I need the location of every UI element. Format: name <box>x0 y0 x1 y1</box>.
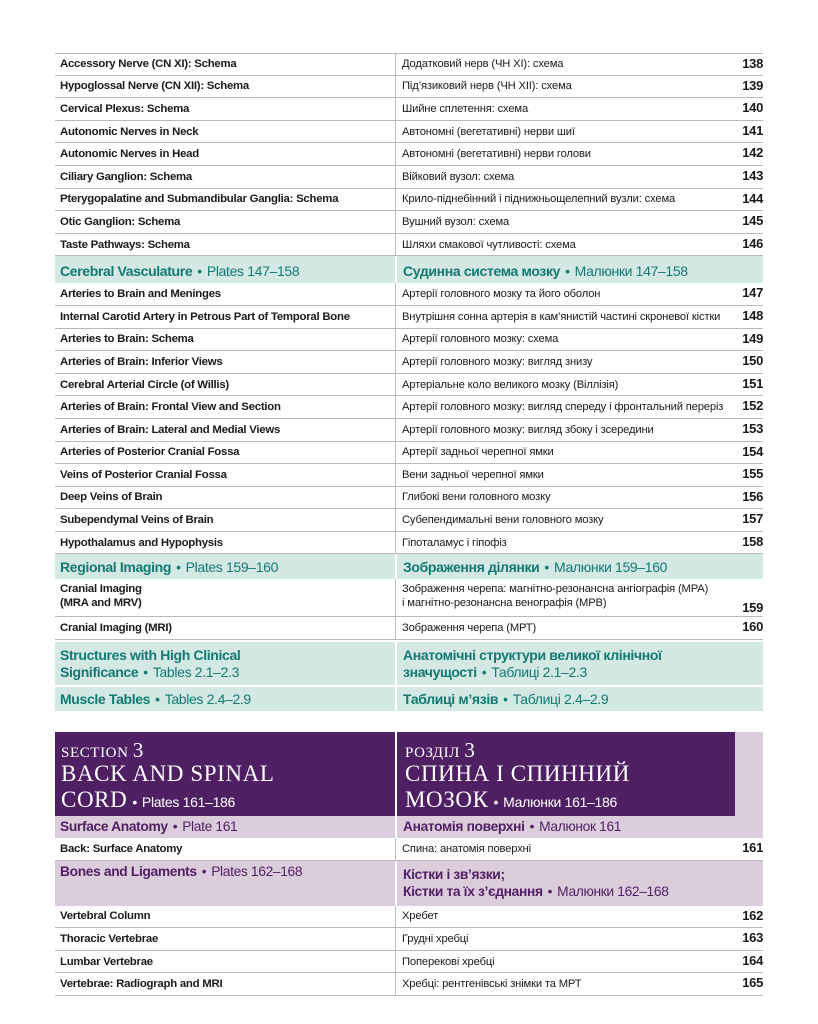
section-title-ua: Судинна система мозку <box>403 262 561 279</box>
toc-row[interactable] <box>55 143 763 166</box>
toc-row[interactable] <box>55 189 763 212</box>
entry-title-ua-cont: і магнітно-резонансна венографія (МРВ) <box>402 597 607 610</box>
section-header-cerebral-vasculature <box>55 256 763 283</box>
entry-title: Autonomic Nerves in Head <box>60 148 199 161</box>
entry-title-ua: Артерії головного мозку: вигляд збоку і зсередини <box>395 419 763 441</box>
entry-title-ua: Артерії задньої черепної ямки <box>395 442 763 464</box>
entry-title-ua: Автономні (вегетативні) нерви шиї <box>395 121 763 143</box>
section-title-ua: Анатомія поверхні <box>403 819 525 834</box>
entry-title: Ciliary Ganglion: Schema <box>60 170 192 183</box>
entry-title-ua: Артеріальне коло великого мозку (Віллізія) <box>395 374 763 396</box>
page-number: 156 <box>742 488 763 504</box>
bullet-dot-icon: • <box>547 884 553 900</box>
page-number: 144 <box>742 190 763 206</box>
section-title: BACK AND SPINAL <box>61 761 275 786</box>
entry-title: Taste Pathways: Schema <box>60 238 190 251</box>
section-title-ua: Зображення ділянки <box>403 558 540 575</box>
entry-title: Autonomic Nerves in Neck <box>60 125 199 138</box>
section-plates: Plates 162–168 <box>211 863 303 879</box>
entry-title: Lumbar Vertebrae <box>60 955 153 968</box>
section-number: 3 <box>132 738 145 762</box>
section-plates: Plates 159–160 <box>185 558 279 575</box>
entry-title: Vertebrae: Radiograph and MRI <box>60 978 223 991</box>
page-number: 151 <box>742 375 763 391</box>
toc-table-cranial <box>55 53 763 711</box>
entry-title: Arteries to Brain and Meninges <box>60 288 221 301</box>
toc-row[interactable] <box>55 166 763 189</box>
page-number: 148 <box>742 307 763 323</box>
page-number: 142 <box>742 145 763 161</box>
toc-row[interactable] <box>55 396 763 419</box>
section-title: Bones and Ligaments <box>60 863 197 879</box>
page-number: 140 <box>742 100 763 116</box>
section-tables-ua: Таблиці 2.4–2.9 <box>512 691 609 708</box>
entry-title-ua: Під’язиковий нерв (ЧН XII): схема <box>395 76 763 98</box>
toc-row[interactable] <box>55 532 763 555</box>
entry-title-ua: Вушний вузол: схема <box>395 211 763 233</box>
entry-title-ua: Артерії головного мозку: вигляд знизу <box>395 351 763 373</box>
entry-title: Arteries of Posterior Cranial Fossa <box>60 446 240 459</box>
section-plates: Plates 161–186 <box>141 794 236 810</box>
entry-title-ua: Додатковий нерв (ЧН XI): схема <box>395 54 763 75</box>
page-number: 162 <box>742 907 763 923</box>
page-number: 165 <box>742 975 763 991</box>
toc-row[interactable] <box>55 234 763 257</box>
section-title: Cerebral Vasculature <box>60 262 193 279</box>
toc-row[interactable] <box>55 617 763 640</box>
toc-row[interactable] <box>55 928 763 951</box>
page-number: 138 <box>742 56 763 71</box>
section-3-banner <box>55 732 763 816</box>
entry-title-ua: Зображення черепа: магнітно-резонансна ангіографія (МРА) <box>402 583 709 596</box>
entry-title: Cranial Imaging (MRI) <box>60 622 172 635</box>
entry-title: Accessory Nerve (CN XI): Schema <box>60 58 237 71</box>
section-plates-ua: Малюнки 161–186 <box>503 794 618 810</box>
section-title-ua-cont: МОЗОК <box>405 787 489 812</box>
section-tables-ua: Таблиці 2.1–2.3 <box>491 663 587 680</box>
toc-row[interactable] <box>55 283 763 306</box>
entry-title: Cervical Plexus: Schema <box>60 102 190 115</box>
section-plates: Plate 161 <box>182 819 238 834</box>
toc-row[interactable] <box>55 351 763 374</box>
section-title-ua: СПИНА І СПИННИЙ <box>405 761 630 786</box>
entry-title-ua: Хребці: рентгенівські знімки та МРТ <box>395 973 763 995</box>
section-title-ua-cont: значущості <box>403 663 477 680</box>
entry-title: Arteries of Brain: Frontal View and Section <box>60 401 281 414</box>
section-title-ua: Таблиці м’язів <box>403 691 499 708</box>
section-header-surface-anatomy <box>55 816 763 838</box>
entry-title-ua: Глибокі вени головного мозку <box>395 487 763 509</box>
section-title-ua-cont: Кістки та їх з’єднання <box>403 884 543 900</box>
page-number: 154 <box>742 443 763 459</box>
entry-title: Back: Surface Anatomy <box>60 842 183 855</box>
section-plates-ua: Малюнки 162–168 <box>557 884 669 900</box>
entry-title-ua: Війковий вузол: схема <box>395 166 763 188</box>
bullet-dot-icon: • <box>172 819 178 834</box>
entry-title: Veins of Posterior Cranial Fossa <box>60 468 227 481</box>
bullet-dot-icon: • <box>143 663 148 680</box>
entry-title-ua: Автономні (вегетативні) нерви голови <box>395 143 763 165</box>
entry-title-ua: Гіпоталамус і гіпофіз <box>395 532 763 554</box>
page-number: 141 <box>742 122 763 138</box>
section-plates-ua: Малюнки 147–158 <box>574 262 688 279</box>
entry-title-ua: Поперекові хребці <box>395 951 763 973</box>
page-number: 139 <box>742 77 763 93</box>
entry-title-cont: (MRA and MRV) <box>60 597 142 610</box>
entry-title: Vertebral Column <box>60 910 151 923</box>
page-number: 150 <box>742 353 763 369</box>
bullet-dot-icon: • <box>155 691 160 708</box>
page-number: 160 <box>742 619 763 635</box>
page-number: 152 <box>742 398 763 414</box>
entry-title-ua: Вени задньої черепної ямки <box>395 464 763 486</box>
section-title-ua: Кістки і зв’язки; <box>403 867 505 883</box>
entry-title: Cerebral Arterial Circle (of Willis) <box>60 378 229 391</box>
bullet-dot-icon: • <box>481 663 487 680</box>
section-3-heading-en <box>55 732 395 816</box>
entry-title-ua: Хребет <box>395 906 763 928</box>
toc-row[interactable] <box>55 306 763 329</box>
toc-table-back <box>55 816 763 996</box>
page-number: 149 <box>742 330 763 346</box>
entry-title-ua: Спина: анатомія поверхні <box>395 838 763 860</box>
section-title: Muscle Tables <box>60 691 151 708</box>
page-number: 153 <box>742 420 763 436</box>
page-number: 143 <box>742 167 763 183</box>
entry-title-ua: Артерії головного мозку: схема <box>395 329 763 351</box>
page-number: 159 <box>742 600 763 616</box>
bullet-dot-icon: • <box>503 691 508 708</box>
toc-row[interactable] <box>55 951 763 974</box>
entry-title-ua: Артерії головного мозку та його оболон <box>395 283 763 305</box>
entry-title: Arteries of Brain: Inferior Views <box>60 355 223 368</box>
toc-row[interactable] <box>55 53 763 76</box>
page-number: 147 <box>742 285 763 301</box>
toc-row[interactable] <box>55 838 763 861</box>
section-header-structures <box>55 642 763 685</box>
section-title-cont: CORD <box>61 787 128 812</box>
entry-title: Deep Veins of Brain <box>60 491 163 504</box>
section-3-heading-ua <box>395 732 735 816</box>
entry-title-ua: Крило-піднебінний і піднижньощелепний вузли: схема <box>395 189 763 211</box>
entry-title: Internal Carotid Artery in Petrous Part of Temporal Bone <box>60 310 350 323</box>
toc-row[interactable] <box>55 76 763 99</box>
banner-tail <box>735 732 763 816</box>
section-header-regional-imaging <box>55 554 763 579</box>
section-label: SECTION <box>61 745 129 761</box>
section-title: Regional Imaging <box>60 558 172 575</box>
entry-title: Arteries to Brain: Schema <box>60 333 194 346</box>
section-plates-ua: Малюнки 159–160 <box>553 558 668 575</box>
entry-title-ua: Шляхи смакової чутливості: схема <box>395 234 763 256</box>
toc-row[interactable] <box>55 121 763 144</box>
page-number: 146 <box>742 235 763 251</box>
toc-row[interactable] <box>55 419 763 442</box>
page-number: 155 <box>742 466 763 482</box>
entry-title-ua: Грудні хребці <box>395 928 763 950</box>
toc-row[interactable] <box>55 98 763 121</box>
entry-title-ua: Артерії головного мозку: вигляд спереду і фронтальний переріз <box>395 396 763 418</box>
bullet-dot-icon: • <box>544 558 549 575</box>
bullet-dot-icon: • <box>132 794 137 810</box>
entry-title-ua: Зображення черепа (МРТ) <box>395 617 763 639</box>
entry-title: Thoracic Vertebrae <box>60 932 159 945</box>
page-number: 145 <box>742 213 763 229</box>
toc-row[interactable] <box>55 973 763 996</box>
section-title: Surface Anatomy <box>60 819 168 834</box>
toc-row[interactable] <box>55 509 763 532</box>
toc-row[interactable] <box>55 906 763 929</box>
bullet-dot-icon: • <box>201 863 207 879</box>
toc-row[interactable] <box>55 579 763 617</box>
section-tables: Tables 2.1–2.3 <box>152 663 240 680</box>
entry-title: Cranial Imaging <box>60 583 142 596</box>
entry-title: Hypothalamus and Hypophysis <box>60 536 223 549</box>
entry-title: Hypoglossal Nerve (CN XII): Schema <box>60 80 249 93</box>
entry-title-ua: Внутрішня сонна артерія в кам’янистій частині скроневої кістки <box>395 306 763 328</box>
section-header-bones-ligaments <box>55 861 763 906</box>
page-number: 161 <box>742 840 763 855</box>
bullet-dot-icon: • <box>565 262 570 279</box>
bullet-dot-icon: • <box>529 819 535 834</box>
toc-row[interactable] <box>55 464 763 487</box>
toc-row[interactable] <box>55 487 763 510</box>
bullet-dot-icon: • <box>176 558 181 575</box>
section-header-muscle-tables <box>55 685 763 711</box>
toc-row[interactable] <box>55 329 763 352</box>
section-plates-ua: Малюнок 161 <box>539 819 622 834</box>
section-number-ua: 3 <box>464 738 476 762</box>
page-number: 164 <box>742 952 763 968</box>
section-title: Structures with High Clinical <box>60 646 241 663</box>
entry-title-ua: Шийне сплетення: схема <box>395 98 763 120</box>
entry-title: Pterygopalatine and Submandibular Ganglia: Schema <box>60 193 339 206</box>
entry-title: Arteries of Brain: Lateral and Medial Views <box>60 423 281 436</box>
section-title-cont: Significance <box>60 663 139 680</box>
entry-title-ua: Субепендимальні вени головного мозку <box>395 509 763 531</box>
section-plates: Plates 147–158 <box>206 262 300 279</box>
page-number: 157 <box>742 511 763 527</box>
entry-title: Otic Ganglion: Schema <box>60 215 181 228</box>
bullet-dot-icon: • <box>493 794 499 810</box>
section-label-ua: РОЗДІЛ <box>405 745 460 761</box>
page-number: 163 <box>742 930 763 946</box>
toc-row[interactable] <box>55 211 763 234</box>
page-number: 158 <box>742 533 763 549</box>
entry-title: Subependymal Veins of Brain <box>60 514 214 527</box>
bullet-dot-icon: • <box>197 262 202 279</box>
toc-row[interactable] <box>55 442 763 465</box>
section-tables: Tables 2.4–2.9 <box>164 691 251 708</box>
toc-row[interactable] <box>55 374 763 397</box>
section-title-ua: Анатомічні структури великої клінічної <box>403 646 662 663</box>
